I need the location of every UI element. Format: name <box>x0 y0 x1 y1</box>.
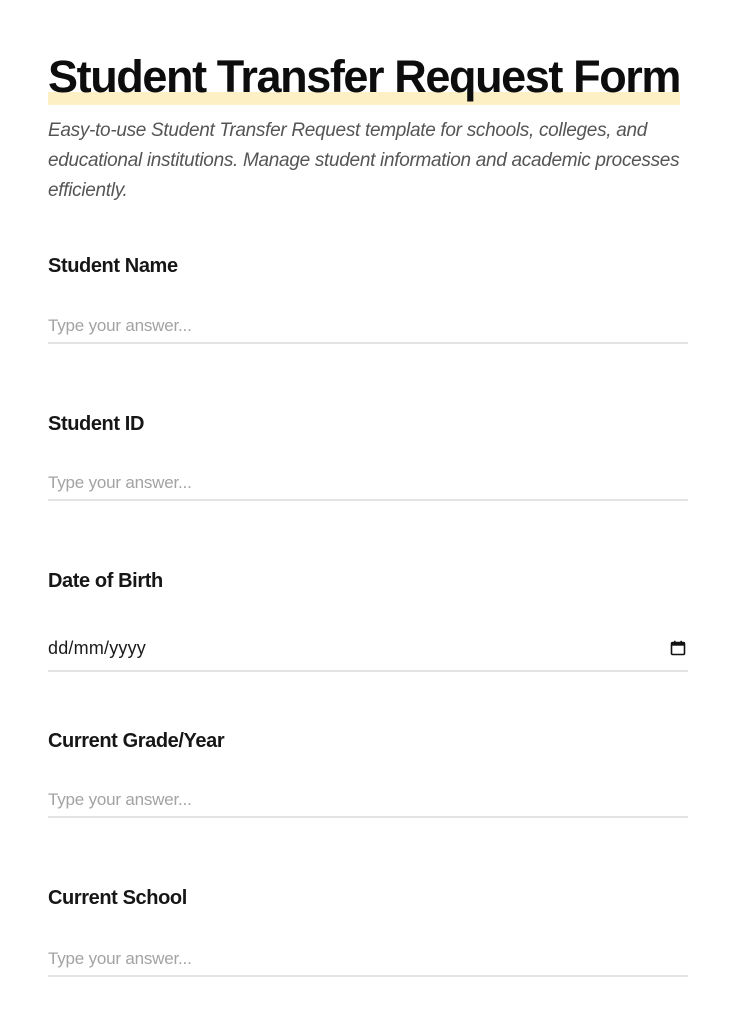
student-id-input[interactable] <box>48 467 688 501</box>
field-label: Current Grade/Year <box>48 730 225 752</box>
field-current-school <box>48 884 688 968</box>
field-student-name <box>48 252 688 335</box>
calendar-icon[interactable] <box>670 640 686 656</box>
field-student-id <box>48 410 688 492</box>
current-grade-year-input[interactable] <box>48 784 688 818</box>
field-date-of-birth <box>48 567 688 658</box>
input-placeholder: Type your answer... <box>48 790 192 809</box>
form-title-wrap <box>48 52 680 102</box>
current-school-input[interactable] <box>48 943 688 977</box>
date-placeholder: dd/mm/yyyy <box>48 637 147 658</box>
field-label: Date of Birth <box>48 570 163 592</box>
student-name-input[interactable] <box>48 310 688 344</box>
date-of-birth-input[interactable] <box>48 626 688 672</box>
form-title: Student Transfer Request Form <box>48 51 681 102</box>
form-description: Easy-to-use Student Transfer Request template for schools, colleges, and educational institutions. Manage student information and academic processes efficiently. <box>48 120 680 201</box>
field-label: Student ID <box>48 413 144 435</box>
field-label: Current School <box>48 887 187 909</box>
input-placeholder: Type your answer... <box>48 949 192 968</box>
input-placeholder: Type your answer... <box>48 316 192 335</box>
field-current-grade-year <box>48 727 688 809</box>
input-placeholder: Type your answer... <box>48 473 192 492</box>
field-label: Student Name <box>48 255 178 277</box>
